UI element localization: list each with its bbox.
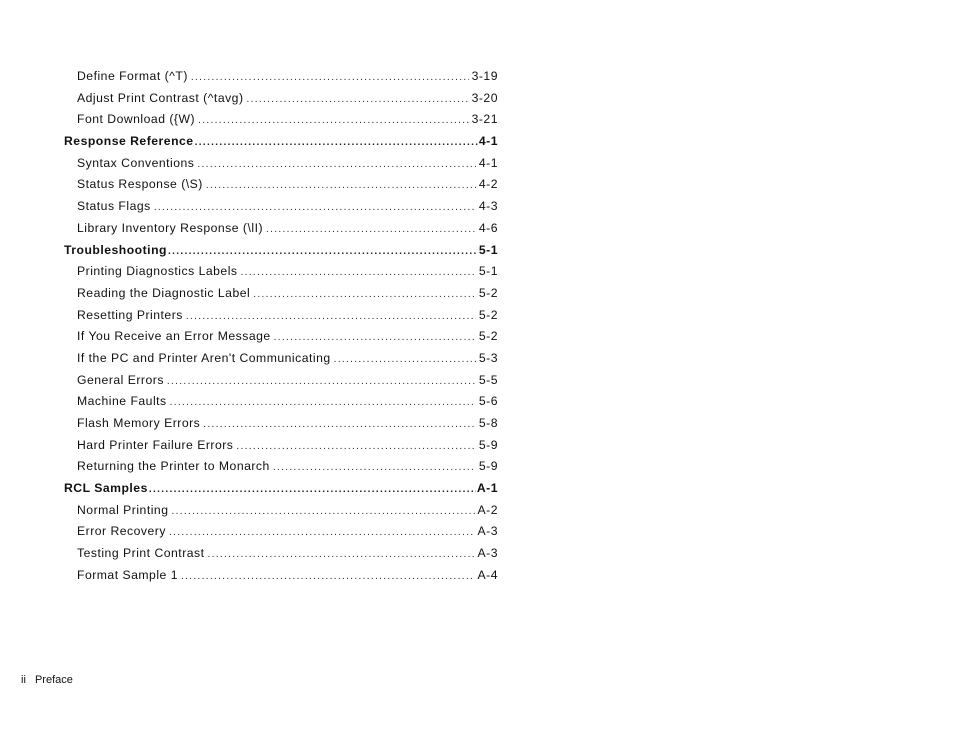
- footer-page-number: ii: [21, 674, 26, 686]
- dot-leader: [273, 462, 476, 473]
- toc-entry-page-number: 5-2: [478, 285, 498, 300]
- dot-leader: [198, 115, 469, 126]
- toc-entry-title: Troubleshooting: [64, 242, 167, 257]
- dot-leader: [253, 289, 476, 300]
- toc-section-entry[interactable]: [64, 481, 498, 503]
- footer-section-title: Preface: [34, 674, 73, 686]
- toc-entry[interactable]: [64, 308, 498, 330]
- table-of-contents: [64, 69, 498, 590]
- toc-entry-title: Adjust Print Contrast (^tavg): [77, 90, 244, 105]
- toc-section-entry[interactable]: [64, 243, 498, 265]
- toc-section-entry[interactable]: [64, 134, 498, 156]
- toc-entry-page-number: 4-6: [478, 220, 498, 235]
- toc-entry-page-number: A-4: [477, 567, 498, 582]
- toc-entry-title: Font Download ({W): [77, 112, 196, 127]
- dot-leader: [172, 506, 475, 517]
- toc-entry-title: Define Format (^T): [77, 69, 188, 83]
- toc-entry-title: Printing Diagnostics Labels: [77, 264, 238, 279]
- toc-entry-title: Library Inventory Response (\lI): [77, 220, 264, 235]
- toc-entry-title: Testing Print Contrast: [77, 546, 205, 561]
- toc-entry-page-number: 3-20: [471, 90, 498, 105]
- toc-entry-title: If the PC and Printer Aren't Communicating: [77, 350, 331, 365]
- toc-entry-title: Resetting Printers: [77, 307, 183, 322]
- toc-entry-page-number: 4-2: [478, 177, 498, 192]
- toc-entry[interactable]: [64, 112, 498, 134]
- toc-entry-title: Normal Printing: [77, 502, 169, 517]
- toc-entry-title: Returning the Printer to Monarch: [77, 459, 270, 474]
- toc-entry-page-number: 5-2: [478, 307, 498, 322]
- toc-entry[interactable]: [64, 199, 498, 221]
- dot-leader: [154, 202, 476, 213]
- toc-entry-title: Format Sample 1: [77, 567, 178, 582]
- toc-entry-title: Flash Memory Errors: [77, 416, 201, 430]
- toc-entry[interactable]: [64, 351, 498, 373]
- toc-entry-page-number: 5-9: [478, 459, 498, 474]
- toc-entry-page-number: A-3: [477, 524, 498, 539]
- toc-entry-page-number: 3-19: [471, 69, 498, 83]
- dot-leader: [241, 267, 476, 278]
- dot-leader: [203, 419, 476, 430]
- toc-entry-page-number: 5-5: [478, 372, 498, 387]
- toc-entry[interactable]: [64, 329, 498, 351]
- toc-entry-page-number: 5-1: [478, 242, 498, 257]
- toc-entry[interactable]: [64, 546, 498, 568]
- toc-entry[interactable]: [64, 286, 498, 308]
- dot-leader: [197, 159, 475, 170]
- toc-entry-title: Status Flags: [77, 199, 151, 214]
- dot-leader: [191, 72, 469, 83]
- toc-entry-title: Status Response (\S): [77, 177, 203, 192]
- toc-entry[interactable]: [64, 264, 498, 286]
- toc-entry-page-number: 4-3: [478, 199, 498, 214]
- toc-entry-title: Hard Printer Failure Errors: [77, 437, 234, 452]
- dot-leader: [266, 224, 476, 235]
- toc-entry-title: Error Recovery: [77, 524, 166, 539]
- toc-entry-page-number: A-3: [477, 546, 498, 561]
- dot-leader: [149, 484, 476, 495]
- toc-entry-page-number: 5-2: [478, 329, 498, 344]
- toc-entry[interactable]: [64, 373, 498, 395]
- toc-entry-page-number: 5-9: [478, 437, 498, 452]
- toc-entry[interactable]: [64, 438, 498, 460]
- toc-entry-page-number: 5-8: [478, 416, 498, 430]
- toc-entry[interactable]: [64, 177, 498, 199]
- dot-leader: [195, 137, 478, 148]
- toc-entry-title: Reading the Diagnostic Label: [77, 285, 251, 300]
- dot-leader: [206, 180, 476, 191]
- dot-leader: [167, 376, 476, 387]
- dot-leader: [247, 94, 469, 105]
- dot-leader: [170, 397, 476, 408]
- dot-leader: [186, 311, 476, 322]
- toc-entry[interactable]: [64, 91, 498, 113]
- toc-entry-title: General Errors: [77, 372, 164, 387]
- toc-entry[interactable]: [64, 503, 498, 525]
- toc-entry-title: Response Reference: [64, 134, 194, 149]
- toc-entry[interactable]: [64, 524, 498, 546]
- dot-leader: [334, 354, 476, 365]
- toc-entry-title: Machine Faults: [77, 394, 167, 409]
- toc-entry-page-number: 5-6: [478, 394, 498, 409]
- toc-entry[interactable]: [64, 221, 498, 243]
- toc-entry-page-number: 4-1: [478, 134, 498, 149]
- toc-entry-page-number: 3-21: [471, 112, 498, 127]
- toc-entry[interactable]: [64, 69, 498, 91]
- page-footer: [21, 674, 73, 686]
- toc-entry[interactable]: [64, 156, 498, 178]
- toc-entry[interactable]: [64, 568, 498, 590]
- toc-entry[interactable]: [64, 459, 498, 481]
- toc-entry[interactable]: [64, 394, 498, 416]
- toc-entry[interactable]: [64, 416, 498, 438]
- dot-leader: [181, 571, 475, 582]
- toc-entry-page-number: 5-3: [478, 350, 498, 365]
- dot-leader: [236, 441, 475, 452]
- toc-entry-page-number: 5-1: [478, 264, 498, 279]
- toc-entry-title: RCL Samples: [64, 481, 148, 496]
- toc-entry-title: If You Receive an Error Message: [77, 329, 271, 344]
- toc-entry-page-number: A-1: [476, 481, 498, 496]
- dot-leader: [169, 527, 475, 538]
- dot-leader: [274, 332, 476, 343]
- toc-entry-title: Syntax Conventions: [77, 155, 195, 170]
- toc-entry-page-number: 4-1: [478, 155, 498, 170]
- dot-leader: [168, 246, 478, 257]
- dot-leader: [208, 549, 475, 560]
- toc-entry-page-number: A-2: [477, 502, 498, 517]
